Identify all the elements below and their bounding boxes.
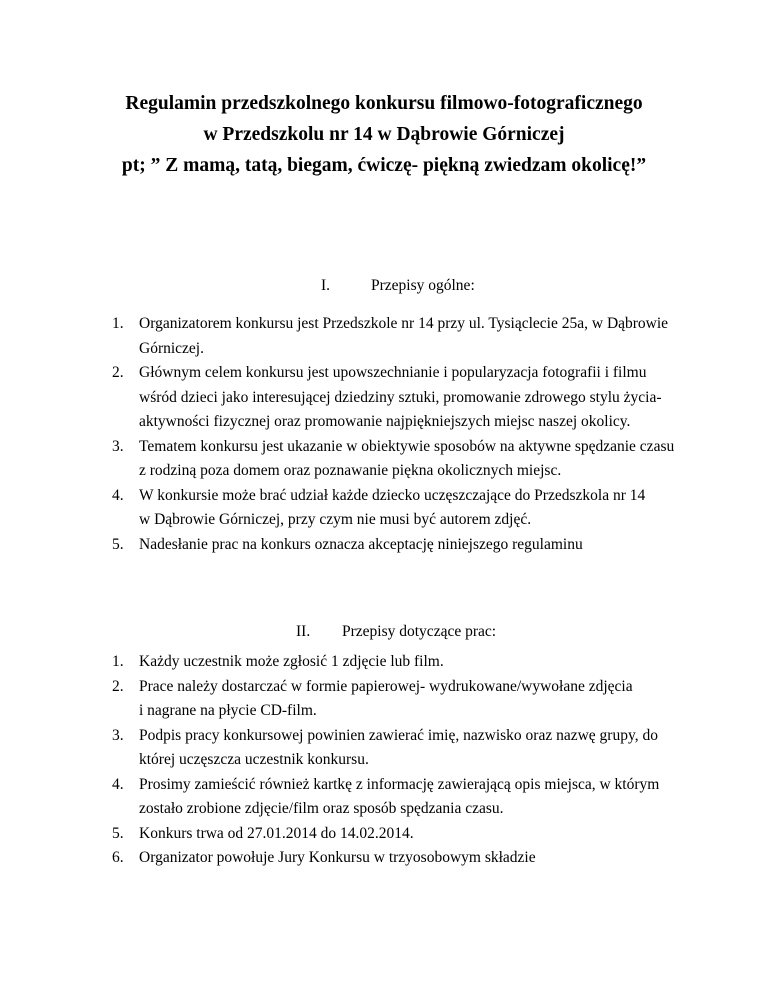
list-item-text: Każdy uczestnik może zgłosić 1 zdjęcie lub film. xyxy=(139,653,444,670)
document-title xyxy=(0,88,768,181)
list-item-number: 2. xyxy=(112,677,124,695)
list-item xyxy=(0,484,699,533)
section-2-list xyxy=(0,650,699,871)
list-item-number: 1. xyxy=(112,315,124,332)
list-item xyxy=(0,650,699,675)
list-item-text: Konkurs trwa od 27.01.2014 do 14.02.2014. xyxy=(139,824,414,842)
list-item xyxy=(0,361,699,435)
list-item-text: Tematem konkursu jest ukazanie w obiektywie sposobów na aktywne spędzanie czasu xyxy=(139,437,675,455)
list-item xyxy=(0,773,699,822)
list-item xyxy=(0,312,699,361)
list-item-text: Nadesłanie prac na konkurs oznacza akceptację niniejszego regulaminu xyxy=(139,535,583,553)
list-item-text: której uczęszcza uczestnik konkursu. xyxy=(139,751,369,768)
list-item-number: 5. xyxy=(112,824,124,842)
list-item xyxy=(0,435,699,484)
list-item-number: 1. xyxy=(112,653,124,670)
title-line-3: pt; ” Z mamą, tatą, biegam, ćwiczę- piękną zwiedzam okolicę!” xyxy=(121,155,647,176)
section-1-number: I. xyxy=(321,277,331,294)
list-item-number: 2. xyxy=(112,364,124,381)
list-item-text: Organizatorem konkursu jest Przedszkole nr 14 przy ul. Tysiąclecie 25a, w Dąbrowie xyxy=(139,315,669,332)
list-item xyxy=(0,822,699,847)
list-item-text: Prosimy zamieścić również kartkę z informację zawierającą opis miejsca, w którym xyxy=(139,775,660,793)
section-1-title: Przepisy ogólne: xyxy=(371,277,475,294)
title-line-1: Regulamin przedszkolnego konkursu filmowo-fotograficznego xyxy=(125,93,643,114)
list-item-number: 4. xyxy=(112,775,124,793)
list-item-text: zostało zrobione zdjęcie/film oraz sposób spędzania czasu. xyxy=(139,800,504,817)
list-item-number: 5. xyxy=(112,535,124,553)
list-item-number: 3. xyxy=(112,437,124,455)
list-item-text: Prace należy dostarczać w formie papierowej- wydrukowane/wywołane zdjęcia xyxy=(139,677,633,695)
list-item-number: 3. xyxy=(112,726,124,744)
list-item xyxy=(0,846,699,871)
list-item-text: z rodziną poza domem oraz poznawanie piękna okolicznych miejsc. xyxy=(139,462,562,479)
list-item-text: aktywności fizycznej oraz promowanie najpiękniejszych miejsc naszej okolicy. xyxy=(139,413,631,430)
list-item-text: i nagrane na płycie CD-film. xyxy=(139,702,317,719)
section-1-list xyxy=(0,312,699,557)
list-item xyxy=(0,724,699,773)
list-item-number: 4. xyxy=(112,486,124,504)
list-item xyxy=(0,675,699,724)
list-item-number: 6. xyxy=(112,849,124,866)
list-item-text: Organizator powołuje Jury Konkursu w trzyosobowym składzie xyxy=(139,849,536,866)
list-item-text: w Dąbrowie Górniczej, przy czym nie musi być autorem zdjęć. xyxy=(139,511,532,528)
list-item-text: Górniczej. xyxy=(139,339,204,357)
list-item-text: Podpis pracy konkursowej powinien zawierać imię, nazwisko oraz nazwę grupy, do xyxy=(139,726,658,744)
section-2-number: II. xyxy=(296,623,311,640)
section-2-title: Przepisy dotyczące prac: xyxy=(342,623,497,640)
list-item-text: wśród dzieci jako interesującej dziedziny sztuki, promowanie zdrowego stylu życia- xyxy=(139,388,662,406)
list-item xyxy=(0,533,699,558)
title-line-2: w Przedszkolu nr 14 w Dąbrowie Górniczej xyxy=(203,124,565,145)
list-item-text: W konkursie może brać udział każde dziecko uczęszczające do Przedszkola nr 14 xyxy=(139,486,646,504)
list-item-text: Głównym celem konkursu jest upowszechnianie i popularyzacja fotografii i filmu xyxy=(139,364,647,381)
